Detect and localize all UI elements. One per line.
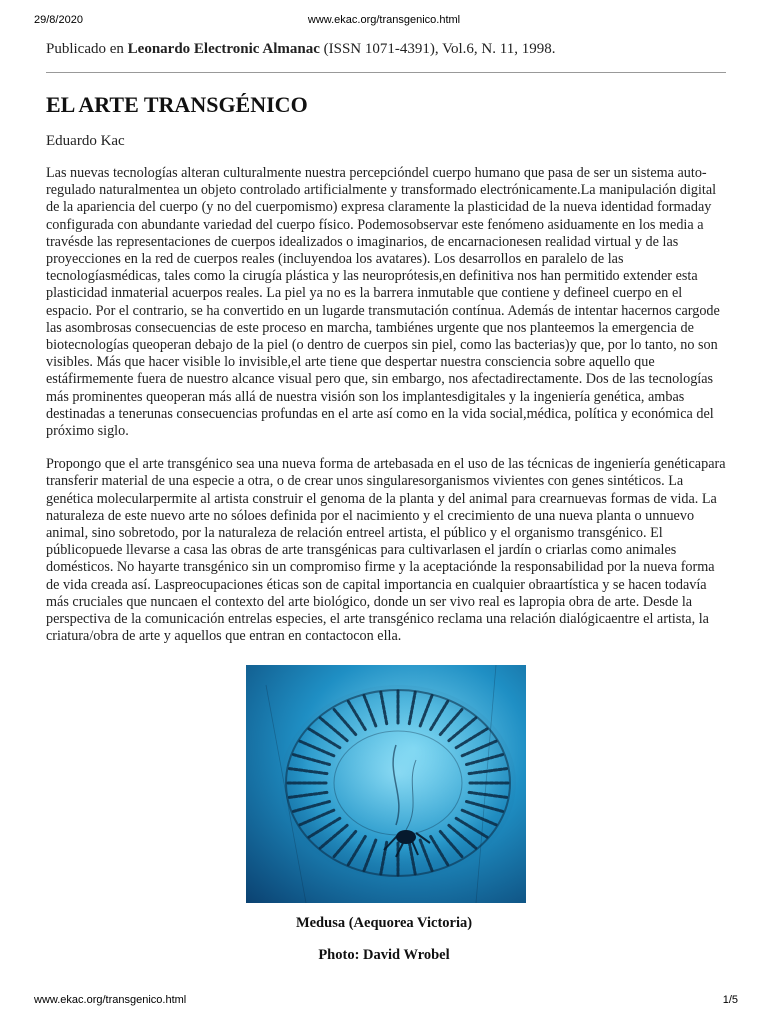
divider: [46, 72, 726, 73]
paragraph-2: Propongo que el arte transgénico sea una nueva forma de artebasada en el uso de las técnicas de ingeniería genéticapara transferir material de una especie a otra, o de crear unos singularesorganismos vivientes con genes sintéticos. La genética molecularpermite al artista construir el genoma de la planta y del animal para crearnuevas formas de vida. La naturaleza de este nuevo arte no sóloes definida por el nacimiento y el crecimiento de una nueva planta o unnuevo animal, sino sobretodo, por la naturaleza de relación entreel artista, el público y el organismo transgénico. El públicopuede llevarse a casa las obras de arte transgénicas para cultivarlasen el jardín o criarlas como animales domésticos. No hayarte transgénico sin un compromiso firme y la aceptaciónde la responsabilidad por la nueva forma de vida creada así. Laspreocupaciones éticas son de capital importancia en cualquier obraartística y se hacen todavía más cruciales que nuncaen el contexto del arte biológico, donde un ser vivo real es lapropia obra de arte. Desde la perspectiva de la comunicación entrelas especies, el arte transgénico reclama una relación dialógicaentre el artista, la criatura/obra de arte y aquellos que entran en contactocon ella.: [46, 456, 726, 645]
print-footer-url: www.ekac.org/transgenico.html: [34, 994, 187, 1006]
page-title: EL ARTE TRANSGÉNICO: [46, 92, 308, 117]
jellyfish-photo: [246, 665, 526, 903]
article-content: [46, 38, 726, 645]
page-number: 1/5: [722, 994, 738, 1006]
print-header-url: www.ekac.org/transgenico.html: [307, 14, 461, 26]
photo-credit: Photo: David Wrobel: [318, 947, 450, 963]
publication-suffix: (ISSN 1071-4391), Vol.6, N. 11, 1998.: [319, 41, 556, 57]
journal-name: Leonardo Electronic Almanac: [127, 41, 320, 57]
paragraph-1: Las nuevas tecnologías alteran culturalmente nuestra percepcióndel cuerpo humano que pasa de ser un sistema auto-regulado naturalmentea un objeto controlado artificialmente y transformado electrónicamente.La manipulación digital de la apariencia del cuerpo (y no del cuerpomismo) expresa claramente la plasticidad de la nueva identidad formaday configurada con abundante variedad del cuerpo físico. Podemosobservar este fenómeno asiduamente en los media a travésde las representaciones de cuerpos idealizados o imaginarios, de encarnacionesen realidad virtual y de las proyecciones en la red de cuerpos reales (incluyendoa los avatares). Los desarrollos en paralelo de las tecnologíasmédicas, tales como la cirugía plástica y las neuroprótesis,en definitiva nos han permitido extender esta plasticidad inmaterial acuerpos reales. La piel ya no es la barrera inmutable que contiene y defineel cuerpo en el espacio. Por el contrario, se ha convertido en un lugarde transmutación contínua. Además de intentar hacernos cargode las asombrosas consecuencias de este proceso en marcha, tambiénes urgente que nos planteemos la emergencia de biotecnologías queoperan debajo de la piel (o dentro de cuerpos sin piel, como las bacterias)y que, por lo tanto, no son visibles. Más que hacer visible lo invisible,el arte tiene que despertar nuestra consciencia sobre aquello que estáfirmemente fuera de nuestro alcance visual pero que, sin embargo, nos afectadirectamente. Dos de las tecnologías más prominentes queoperan más allá de nuestra visión son los implantesdigitales y la ingeniería genética, ambas destinadas a tenerunas consecuencias profundas en el arte así como en la vida social,médica, política y económica del próximo siglo.: [46, 165, 720, 440]
jellyfish-illustration: [246, 665, 526, 903]
publication-prefix: Publicado en: [46, 41, 128, 57]
figure-caption: Medusa (Aequorea Victoria): [295, 915, 473, 931]
print-date: 29/8/2020: [34, 14, 83, 26]
author-name: Eduardo Kac: [46, 133, 125, 149]
publication-line: [46, 38, 726, 60]
